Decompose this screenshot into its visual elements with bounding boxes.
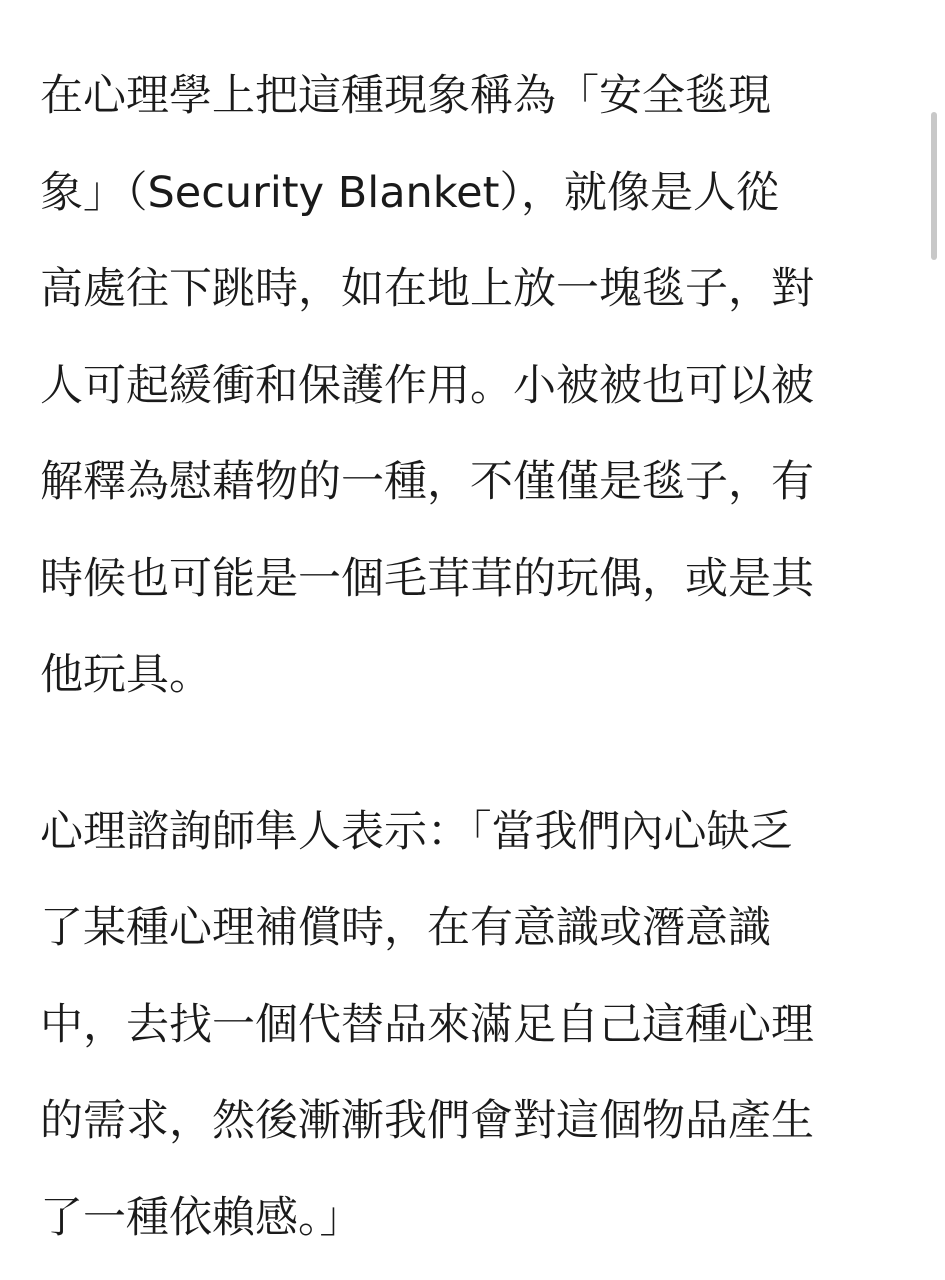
text-line: 心理諮詢師隼人表示：「當我們內心缺乏 [40, 806, 793, 857]
paragraph-security-blanket [40, 48, 920, 724]
text-line: 人可起緩衝和保護作用。小被被也可以被 [40, 360, 814, 411]
text-line: 象」（Security Blanket），就像是人從 [40, 167, 779, 218]
text-line: 中，去找一個代替品來滿足自己這種心理 [40, 999, 814, 1050]
scrollbar-thumb[interactable] [931, 112, 937, 260]
text-line: 了一種依賴感。」 [40, 1192, 363, 1243]
paragraph-counselor-quote [40, 784, 920, 1267]
text-line: 了某種心理補償時，在有意識或潛意識 [40, 903, 771, 953]
text-line: 的需求，然後漸漸我們會對這個物品產生 [40, 1096, 814, 1146]
text-line: 他玩具。 [40, 650, 212, 700]
text-line: 時候也可能是一個毛茸茸的玩偶，或是其 [40, 553, 814, 604]
text-line: 高處往下跳時，如在地上放一塊毯子，對 [40, 264, 814, 314]
text-line: 解釋為慰藉物的一種，不僅僅是毯子，有 [40, 457, 814, 507]
text-line: 在心理學上把這種現象稱為「安全毯現 [40, 71, 771, 121]
article-body [40, 48, 920, 1266]
paragraph-spacer [40, 724, 920, 784]
